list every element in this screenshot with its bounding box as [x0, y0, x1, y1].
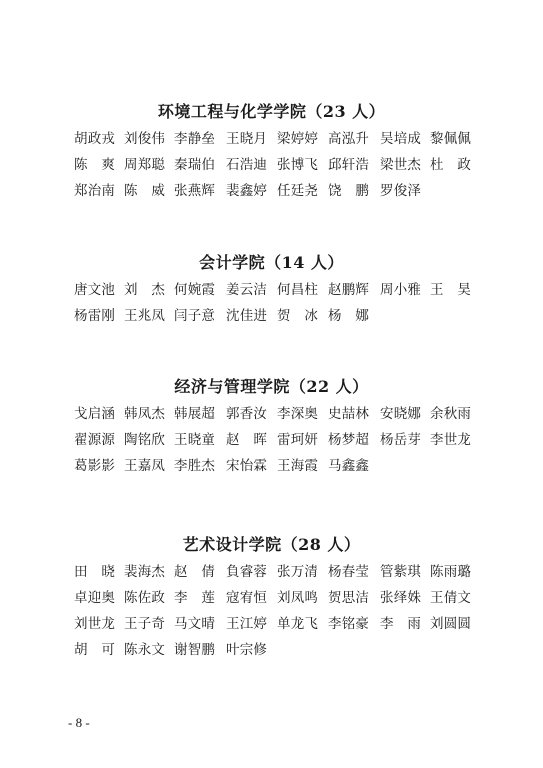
- student-name: 刘 杰: [124, 282, 166, 298]
- student-name: 单龙飞: [277, 616, 319, 632]
- student-name: 管紫琪: [380, 564, 422, 580]
- student-name: 王倩文: [430, 590, 472, 606]
- student-name: 戈启涵: [74, 406, 116, 422]
- student-name: 杨 娜: [328, 308, 370, 324]
- student-name: 韩凤杰: [124, 406, 166, 422]
- name-row: [74, 427, 543, 453]
- name-row: [74, 277, 543, 303]
- student-name: 杨春莹: [328, 564, 370, 580]
- name-row: [74, 152, 543, 178]
- student-name: 陈佐政: [124, 590, 166, 606]
- name-row: [74, 178, 543, 204]
- student-name: 叶宗修: [226, 642, 268, 658]
- student-name: 裴鑫婷: [226, 183, 268, 199]
- student-name: 赵 倩: [174, 564, 216, 580]
- student-name: 贺 冰: [277, 308, 319, 324]
- student-name: 刘凤鸣: [277, 590, 319, 606]
- student-name: 王 昊: [430, 282, 472, 298]
- student-name: 田 晓: [74, 564, 116, 580]
- student-name: 郑治南: [74, 183, 116, 199]
- student-name: 唐文池: [74, 282, 116, 298]
- name-row: [74, 637, 543, 663]
- student-name: 张燕辉: [174, 183, 216, 199]
- student-name: 李胜杰: [174, 458, 216, 474]
- student-name: 闫子意: [174, 308, 216, 324]
- name-row: [74, 585, 543, 611]
- student-name: 王嘉凤: [124, 458, 166, 474]
- student-name: 赵 晖: [226, 432, 268, 448]
- student-name: 贺思洁: [328, 590, 370, 606]
- student-name: 梁世杰: [380, 157, 422, 173]
- name-row: [74, 401, 543, 427]
- page-number: - 8 -: [68, 715, 90, 730]
- student-name: 罗俊泽: [380, 183, 422, 199]
- student-name: 秦瑞伯: [174, 157, 216, 173]
- student-name: 任廷尧: [277, 183, 319, 199]
- student-name: 梁婷婷: [277, 131, 319, 147]
- student-name: 陈 爽: [74, 157, 116, 173]
- student-name: 杨梦超: [328, 432, 370, 448]
- student-name: 张绎姝: [380, 590, 422, 606]
- student-name: 杨岳芽: [380, 432, 422, 448]
- student-name: 李 莲: [174, 590, 216, 606]
- student-name: 石浩迪: [226, 157, 268, 173]
- student-name: 郭香汝: [226, 406, 268, 422]
- student-name: 王海霞: [277, 458, 319, 474]
- student-name: 何婉霞: [174, 282, 216, 298]
- student-name: 翟源源: [74, 432, 116, 448]
- student-name: 邱轩浩: [328, 157, 370, 173]
- college-section: [0, 375, 543, 479]
- student-name: 負睿蓉: [226, 564, 268, 580]
- student-name: 王子奇: [124, 616, 166, 632]
- student-name: 王兆凤: [124, 308, 166, 324]
- student-name: 李 雨: [380, 616, 422, 632]
- student-name: 李深奥: [277, 406, 319, 422]
- student-name: 谢智鹏: [174, 642, 216, 658]
- student-name: 裴海杰: [124, 564, 166, 580]
- student-name: 王江婷: [226, 616, 268, 632]
- name-row: [74, 611, 543, 637]
- section-title: 艺术设计学院（28 人）: [182, 535, 361, 554]
- name-row: [74, 126, 543, 152]
- student-name: 杜 政: [430, 157, 472, 173]
- section-title: 环境工程与化学学院（23 人）: [157, 102, 386, 121]
- college-section: [0, 533, 543, 663]
- student-name: 高泓升: [328, 131, 370, 147]
- student-name: 刘俊伟: [124, 131, 166, 147]
- student-name: 周小雅: [380, 282, 422, 298]
- student-name: 陈 威: [124, 183, 166, 199]
- college-section: [0, 251, 543, 329]
- student-name: 寇宥恒: [226, 590, 268, 606]
- student-name: 宋怡霖: [226, 458, 268, 474]
- student-name: 陈永文: [124, 642, 166, 658]
- student-name: 杨雷刚: [74, 308, 116, 324]
- student-name: 卓迎奥: [74, 590, 116, 606]
- student-name: 陶铭欣: [124, 432, 166, 448]
- name-row: [74, 303, 543, 329]
- student-name: 李铭豪: [328, 616, 370, 632]
- section-title: 会计学院（14 人）: [199, 253, 344, 272]
- name-row: [74, 453, 543, 479]
- college-section: [0, 100, 543, 204]
- section-title: 经济与管理学院（22 人）: [174, 377, 369, 396]
- student-name: 马鑫鑫: [328, 458, 370, 474]
- student-name: 张博飞: [277, 157, 319, 173]
- student-name: 张万清: [277, 564, 319, 580]
- student-name: 马文晴: [174, 616, 216, 632]
- student-name: 余秋雨: [430, 406, 472, 422]
- student-name: 胡政戎: [74, 131, 116, 147]
- student-name: 吴培成: [380, 131, 422, 147]
- student-name: 周郑聪: [124, 157, 166, 173]
- name-row: [74, 559, 543, 585]
- student-name: 王晓童: [174, 432, 216, 448]
- student-name: 安晓娜: [380, 406, 422, 422]
- student-name: 黎佩佩: [430, 131, 472, 147]
- student-name: 李静垒: [174, 131, 216, 147]
- student-name: 胡 可: [74, 642, 116, 658]
- student-name: 沈佳进: [226, 308, 268, 324]
- student-name: 葛影影: [74, 458, 116, 474]
- student-name: 史喆林: [328, 406, 370, 422]
- student-name: 何昌柱: [277, 282, 319, 298]
- student-name: 姜云洁: [226, 282, 268, 298]
- student-name: 雷珂妍: [277, 432, 319, 448]
- student-name: 李世龙: [430, 432, 472, 448]
- student-name: 刘圆圆: [430, 616, 472, 632]
- student-name: 饶 鹏: [328, 183, 370, 199]
- student-name: 韩展超: [174, 406, 216, 422]
- student-name: 王晓月: [226, 131, 268, 147]
- student-name: 刘世龙: [74, 616, 116, 632]
- student-name: 陈雨璐: [430, 564, 472, 580]
- student-name: 赵鹏辉: [328, 282, 370, 298]
